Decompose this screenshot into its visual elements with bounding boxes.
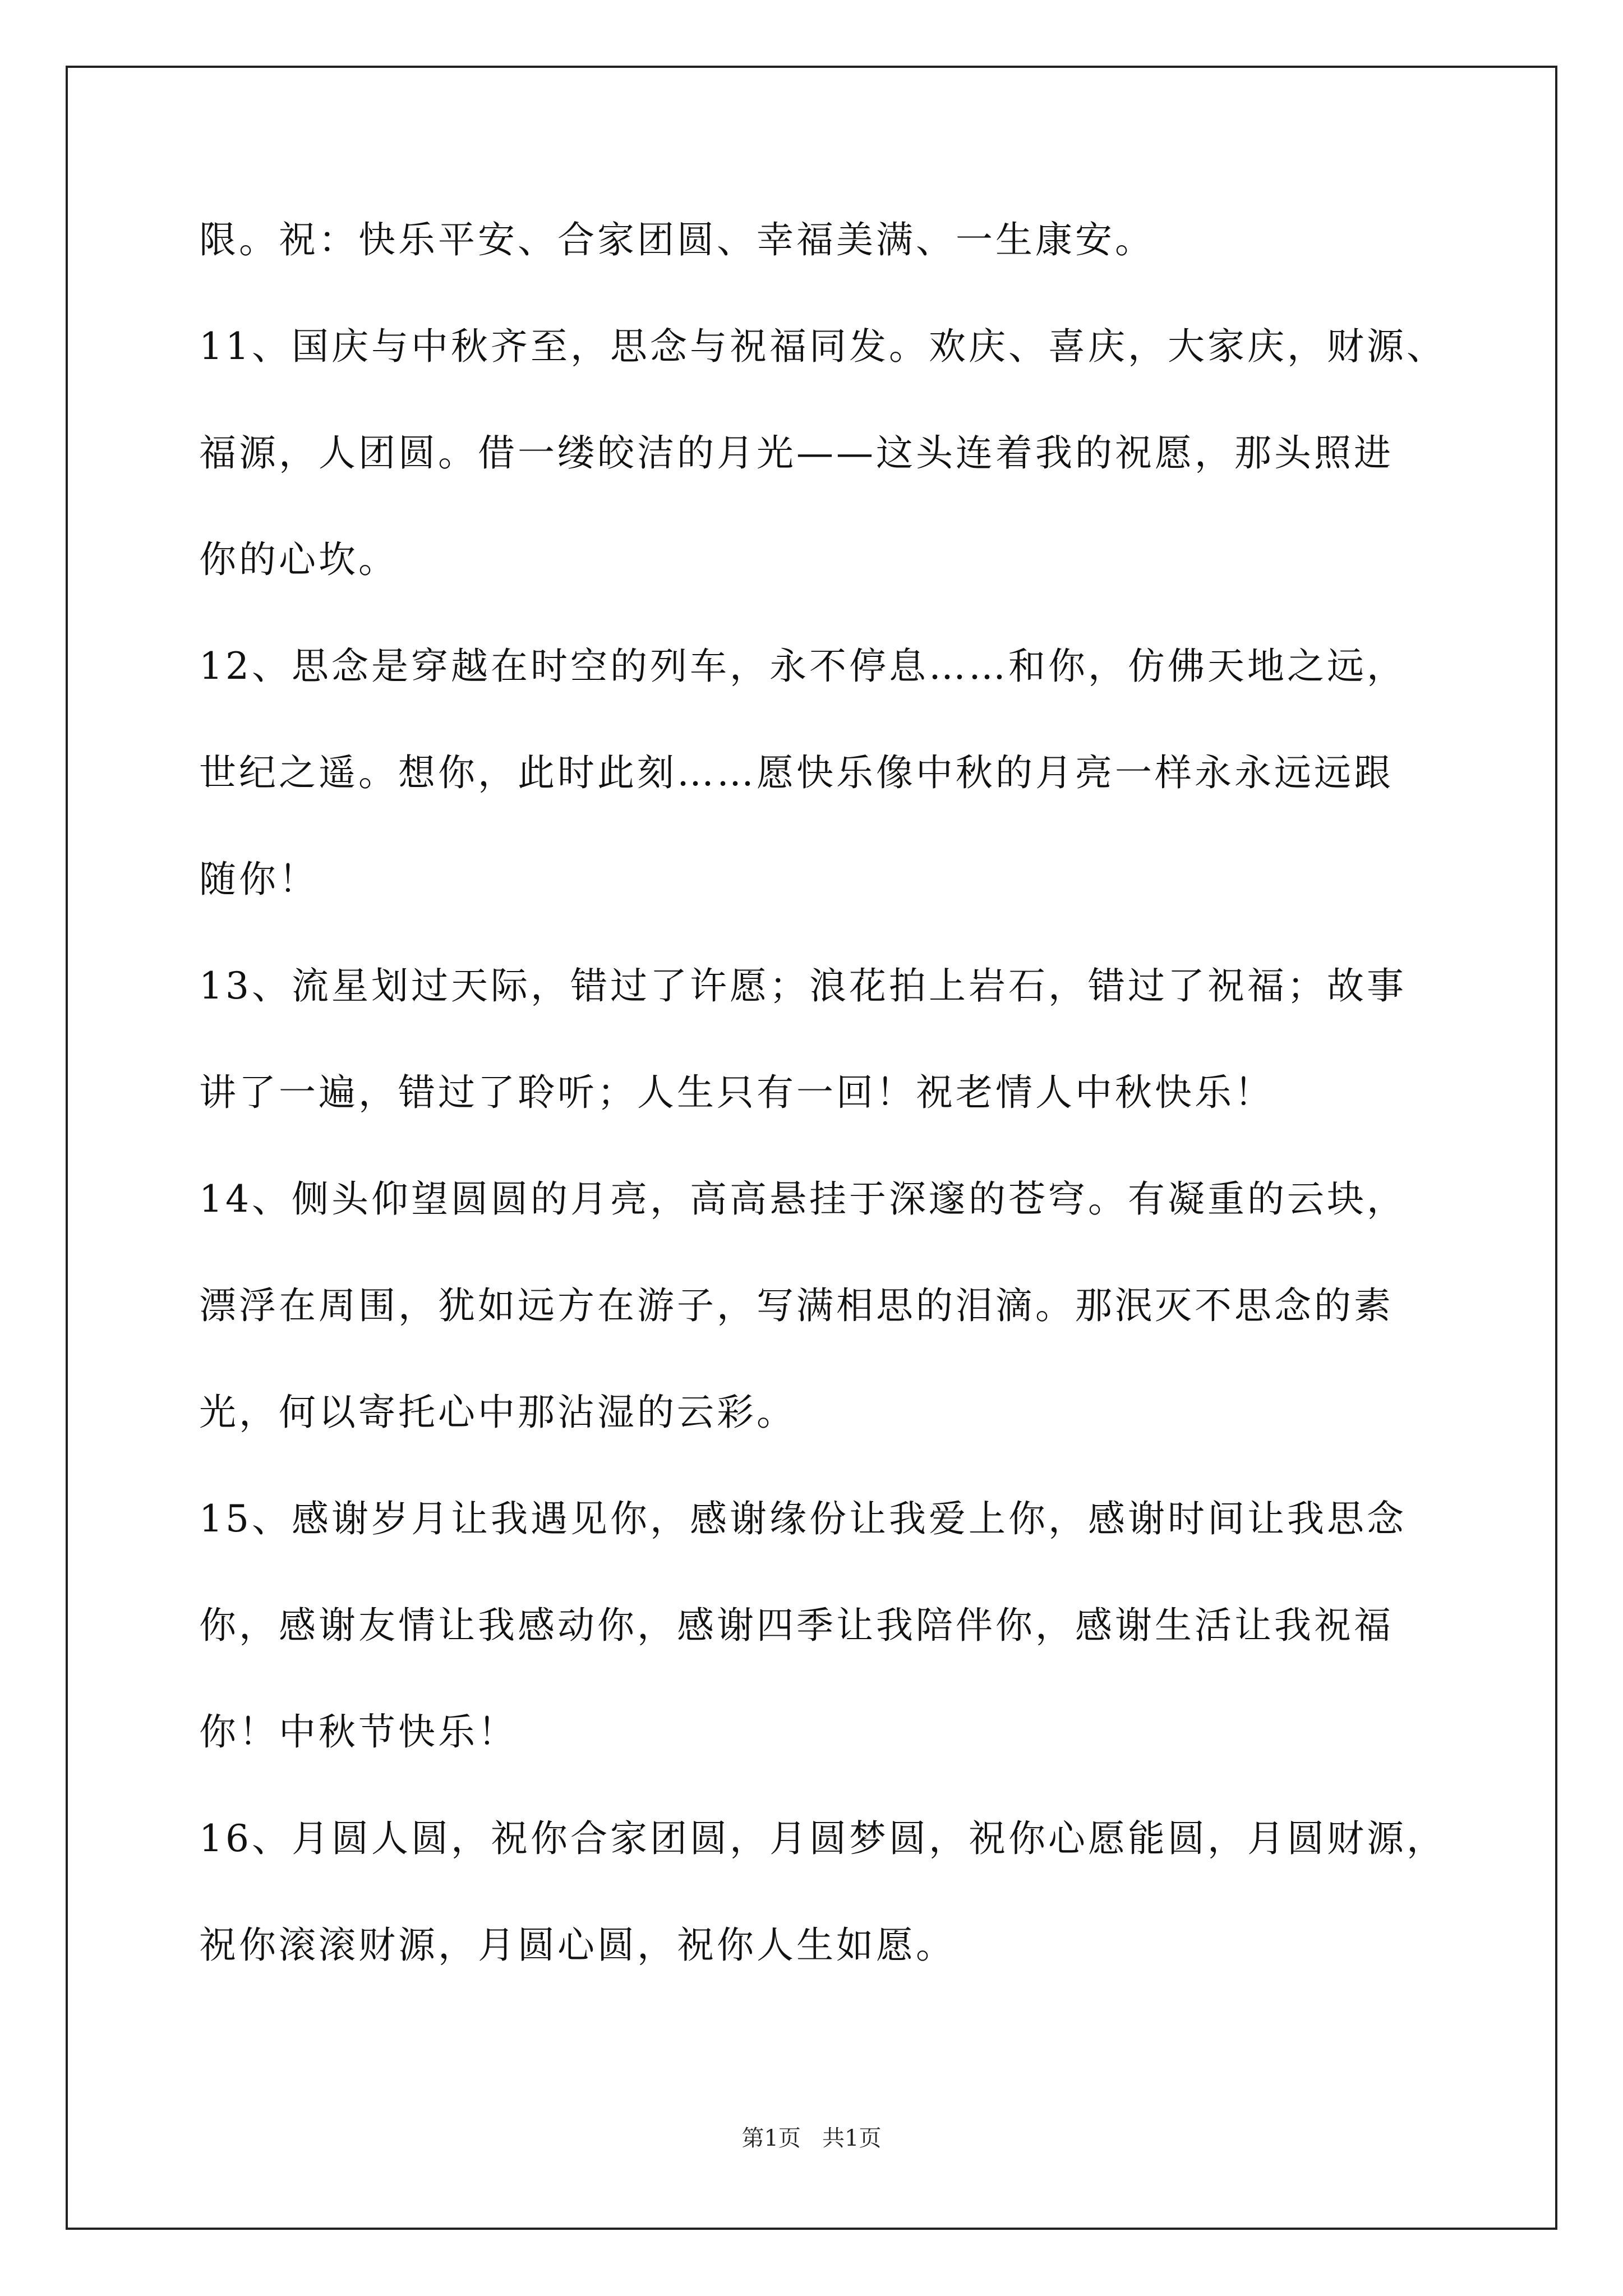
text-line: 光，何以寄托心中那沾湿的云彩。 (199, 1391, 796, 1434)
text-line: 福源，人团圆。借一缕皎洁的月光——这头连着我的祝愿，那头照进 (199, 431, 1394, 475)
text-line: 16、月圆人圆，祝你合家团圆，月圆梦圆，祝你心愿能圆，月圆财源， (199, 1817, 1446, 1860)
text-line: 你，感谢友情让我感动你，感谢四季让我陪伴你，感谢生活让我祝福 (199, 1604, 1394, 1647)
text-line: 14、侧头仰望圆圆的月亮，高高悬挂于深邃的苍穹。有凝重的云块， (199, 1177, 1407, 1221)
text-line: 13、流星划过天际，错过了许愿；浪花拍上岩石，错过了祝福；故事 (199, 964, 1407, 1007)
text-line: 12、思念是穿越在时空的列车，永不停息……和你，仿佛天地之远， (199, 645, 1407, 688)
text-line: 漂浮在周围，犹如远方在游子，写满相思的泪滴。那泯灭不思念的素 (199, 1284, 1394, 1327)
text-line: 15、感谢岁月让我遇见你，感谢缘份让我爱上你，感谢时间让我思念 (199, 1497, 1407, 1540)
text-line: 祝你滚滚财源，月圆心圆，祝你人生如愿。 (199, 1924, 956, 1967)
page-border (66, 66, 1557, 2230)
text-line: 讲了一遍，错过了聆听；人生只有一回！祝老情人中秋快乐！ (199, 1071, 1274, 1114)
text-line: 你的心坎。 (199, 538, 398, 581)
text-line: 随你！ (199, 858, 319, 901)
text-line: 限。祝：快乐平安、合家团圆、幸福美满、一生康安。 (199, 218, 1155, 261)
page-number-footer: 第1页 共1页 (741, 2125, 882, 2151)
text-line: 世纪之遥。想你，此时此刻……愿快乐像中秋的月亮一样永永远远跟 (199, 751, 1394, 794)
text-line: 11、国庆与中秋齐至，思念与祝福同发。欢庆、喜庆，大家庆，财源、 (199, 325, 1446, 368)
text-line: 你！中秋节快乐！ (199, 1710, 518, 1754)
